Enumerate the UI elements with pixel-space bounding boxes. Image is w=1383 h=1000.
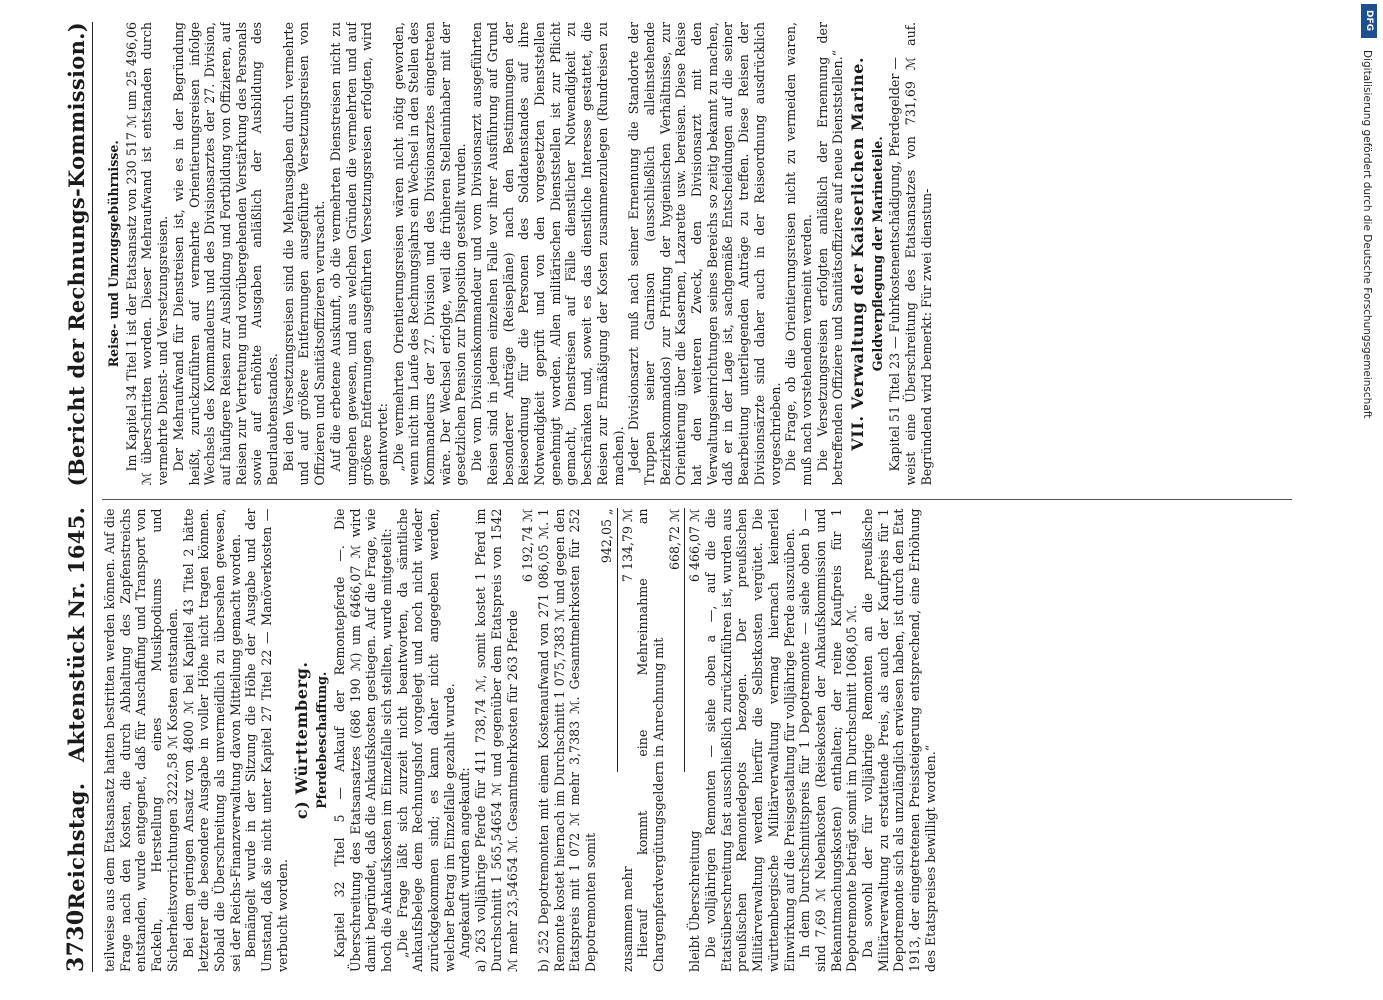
text-columns xyxy=(102,22,1292,972)
total-row xyxy=(687,509,703,973)
paragraph: Hierauf kommt eine Mehreinnahme an Chargenpferdvergütungsgeldern in Anrechnung mit xyxy=(635,508,666,972)
paragraph: Die Versetzungsreisen erfolgten anläßlich der Ernennung der betreffenden Offiziere und Sanitätsoffiziere auf neue Dienststellen.“ xyxy=(814,22,846,486)
paragraph: Im Kapitel 34 Titel 1 ist der Etatsansatz von 230 517 ℳ um 25 496,06 ℳ überschritten worden. Dieser Mehraufwand ist entstanden durch vermehrte Dienst- und Versetzungsreisen. xyxy=(123,22,171,486)
list-item-a: a) 263 vollj​ährige Pferde für 411 738,74 ℳ, somit kostet 1 Pferd im Durchschnitt 1 565,54654 ℳ und gegenüber dem Etatspreis von 1542 ℳ mehr 23,54654 ℳ. Gesamtmehrkosten für 263 Pferde xyxy=(473,508,520,972)
amount: 668,72 ℳ xyxy=(666,508,682,571)
section-heading: Reise- und Umzugsgebührnisse. xyxy=(106,140,121,368)
paragraph: Die Frage, ob die Orientierungsreisen nicht zu vermeiden waren, muß nach vorstehendem verneint werden. xyxy=(783,22,814,486)
paragraph: Kapitel 32 Titel 5 — Ankauf der Remontepferde —. Die Überschreitung des Etatsansatzes (686 190 ℳ) um 6466,07 ℳ wird damit begründet, daß die Ankaufskosten gestiegen. Auf die Frage, wie hoch die Ankaufskosten im Einzelfalle sich stellten, wurde mitgeteilt: xyxy=(331,508,394,972)
header-left: Reichstag. xyxy=(63,782,89,910)
paragraph: Der Mehraufwand für Dienstreisen ist, wie es in der Begründung heißt, zurückzuführen auf vermehrte Orientierungsreisen infolge Wechsels des Kommandeurs und des Divisionsarztes der 27. Division, auf häufigere Reisen zur Ausbildung und Fortbildung von Offizieren, auf Reisen zur Vertretung und vorübergehenden Verstärkung des Personals sowie auf erhöhte Ausgaben anläßlich der Ausbildung des Beurlaubtenstandes. xyxy=(170,22,281,486)
paragraph: Die vollj​ährigen Remonten — siehe oben a —, auf die die Etatsüberschreitung fast ausschließlich zurückzuführen ist, wurden aus preußischen Remontedepots bezogen. Der preußischen Militärverwaltung werden hierfür die Selbstkosten vergütet. Die württembergische Militärverwaltung vermag hiernach keinerlei Einwirkung auf die Preisgestaltung für vollj​ährige Pferde auszuüben. xyxy=(703,508,797,972)
header-center: Aktenstück Nr. 1645. xyxy=(63,506,89,763)
paragraph: Bei den Versetzungsreisen sind die Mehrausgaben durch vermehrte und auf größere Entfernungen ausgeführte Versetzungsreisen von Offizieren und Sanitätsoffizieren verursacht. xyxy=(280,22,328,486)
total-row xyxy=(620,509,636,973)
amount: 942,05 „ xyxy=(598,508,614,564)
total-label: bleibt Überschreitung xyxy=(687,830,703,972)
amount-row xyxy=(599,509,615,973)
section-heading: c) Württemberg. xyxy=(292,661,312,820)
amount: 6 192,74 ℳ xyxy=(520,508,536,583)
total-label: zusammen mehr xyxy=(619,866,635,972)
paragraph: teilweise aus dem Etatsansatz hatten bestritten werden können. Auf die Frage nach den Kosten, die durch Abhaltung des Zapfenstreichs entstanden, wurde entgegnet, daß für Anschaffung und Transport von Fackeln, Herstellung eines Musikpodiums und Sicherheitsvorrichtungen 3222,58 ℳ Kosten entstanden. xyxy=(102,508,180,972)
amount-row xyxy=(667,509,683,973)
page-number: 3730 xyxy=(63,909,89,972)
header-right: (Bericht der Rechnungs-Kommission.) xyxy=(63,22,89,487)
paragraph: Kapitel 51 Titel 23 — Fuhrkostenentschädigung, Pferdegelder — xyxy=(887,57,903,472)
paragraph: Bei dem geringen Ansatz von 4800 ℳ bei Kapitel 43 Titel 2 hätte letzterer die besondere Ausgabe in voller Höhe nicht tragen können. Sobald die Überschreitung als unvermeidlich zu übersehen gewesen, sei der Reichs-Finanzverwaltung davon Mitteilung gemacht worden. xyxy=(180,508,243,972)
paragraph: Die vom Divisionskommandeur und vom Divisionsarzt ausgeführten Reisen sind in jedem einzelnen Falle vor ihrer Ausführung auf Grund besonderer Anträge (Reisepläne) nach den Bestimmungen der Reiseordnung für die Personen des Soldatenstandes auf ihre Notwendigkeit geprüft und von den vorgesetzten Dienststellen genehmigt worden. Allen militärischen Dienststellen ist zur Pflicht gemacht, Dienstreisen auf Fälle dienstlicher Notwendigkeit zu beschränken und, soweit es das dienstliche Interesse gestattet, die Reisen zur Ermäßigung der Kosten zusammenzulegen (Rundreisen zu machen). xyxy=(469,22,626,486)
dfg-logo-icon: DFG xyxy=(1361,4,1377,38)
quote-paragraph: „Die Frage läßt sich zurzeit nicht beantworten, da sämtliche Ankaufsbelege dem Rechnungshof vorgelegt und noch nicht wieder zurückgekommen sind; es kann daher nicht angegeben werden, welcher Betrag im Einzelfalle gezahlt wurde. xyxy=(394,508,457,972)
subsection-heading: Geldverpflegung der Marineteile. xyxy=(869,136,885,372)
paragraph: In dem Durchschnittspreis für 1 Depotremonte — siehe oben b — sind 7,69 ℳ Nebenkosten (Reisekosten der Ankaufskommission und Bekanntmachungskosten) enthalten; der reine Kaufpreis für 1 Depotremonte beträgt somit im Durchschnitt 1068,05 ℳ. xyxy=(797,508,860,972)
digitization-note: Digitalisierung gefördert durch die Deutsche Forschungsgemeinschaft xyxy=(1361,50,1373,419)
total-amount: 6 466,07 ℳ xyxy=(687,508,703,583)
paragraph: Auf die erbetene Auskunft, ob die vermehrten Dienstreisen nicht zu umgehen gewesen, und aus welchen Gründen die vermehrten und auf größere Entfernungen ausgeführten Versetzungsreisen erfolgten, wird geantwortet: xyxy=(327,22,390,486)
paragraph: Bemängelt wurde in der Sitzung die Höhe der Ausgabe und der Umstand, daß sie nicht unter Kapitel 27 Titel 22 — Manöverkosten — verbucht worden. xyxy=(243,508,290,972)
quote-paragraph: „Die vermehrten Orientierungsreisen wären nicht nötig geworden, wenn nicht im Laufe des Rechnungsjahrs ein Wechsel in den Stellen des Kommandeurs der 27. Division und des Divisionsarztes eingetreten wäre. Der Wechsel erfolgte, weil die früheren Stelleninhaber mit der gesetzlichen Pension zur Disposition gestellt wurden. xyxy=(390,22,469,486)
section-heading: VII. Verwaltung der Kaiserlichen Marine. xyxy=(848,56,868,451)
right-column xyxy=(102,22,1292,486)
list-item-b: b) 252 Depotremonten mit einem Kostenaufwand von 271 086,05 ℳ. 1 Remonte kostet hiernach im Durchschnitt 1 075,7383 ℳ und gegen den Etatspreis mit 1 072 ℳ mehr 3,7383 ℳ. Gesamtmehrkosten für 252 Depotremonten somit xyxy=(535,508,599,972)
paragraph: Da sowohl der für vollj​ährige Remonten an die preußische Militärverwaltung zu erstattende Preis, als auch der Kaufpreis für 1 Depotremonte sich als unzulänglich erwiesen haben, ist durch den Etat 1913, der eingetretenen Preissteigerung entsprechend, eine Erhöhung des Etatspreises bewilligt worden.“ xyxy=(860,508,938,972)
sum-rule xyxy=(617,509,618,773)
total-amount: 7 134,79 ℳ xyxy=(619,508,635,583)
paragraph: weist eine Überschreitung des Etatsansatzes von 731,69 ℳ auf. Begründend wird bemerkt: Für zwei dienstun- xyxy=(903,22,934,486)
page-header xyxy=(60,22,93,972)
digitization-sidebar xyxy=(1355,0,1379,1000)
paragraph: Angekauft wurden angekauft: xyxy=(457,767,473,958)
subsection-heading: Pferdebeschaffung. xyxy=(314,671,330,809)
page-content xyxy=(60,22,1310,972)
left-column xyxy=(102,500,1292,973)
amount-row xyxy=(520,509,536,973)
sum-rule xyxy=(684,509,685,773)
paragraph: Jeder Divisionsarzt muß nach seiner Ernennung die Standorte der Truppen seiner Garnison (ausschließlich alleinstehende Bezirkskommandos) zur Prüfung der hygienischen Verhältnisse, zur Orientierung über die Kasernen, Lazarette usw. bereisen. Diese Reise hat den weiteren Zweck, den Divisionsarzt mit den Verwaltungseinrichtungen seines Bereichs so zeitig bekannt zu machen, daß er in der Lage ist, sachgemäße Entscheidungen auf die seiner Bearbeitung unterliegenden Anträge zu treffen. Diese Reisen der Divisionsärzte sind daher auch in der Reiseordnung ausdrücklich vorgeschrieben. xyxy=(626,22,783,486)
